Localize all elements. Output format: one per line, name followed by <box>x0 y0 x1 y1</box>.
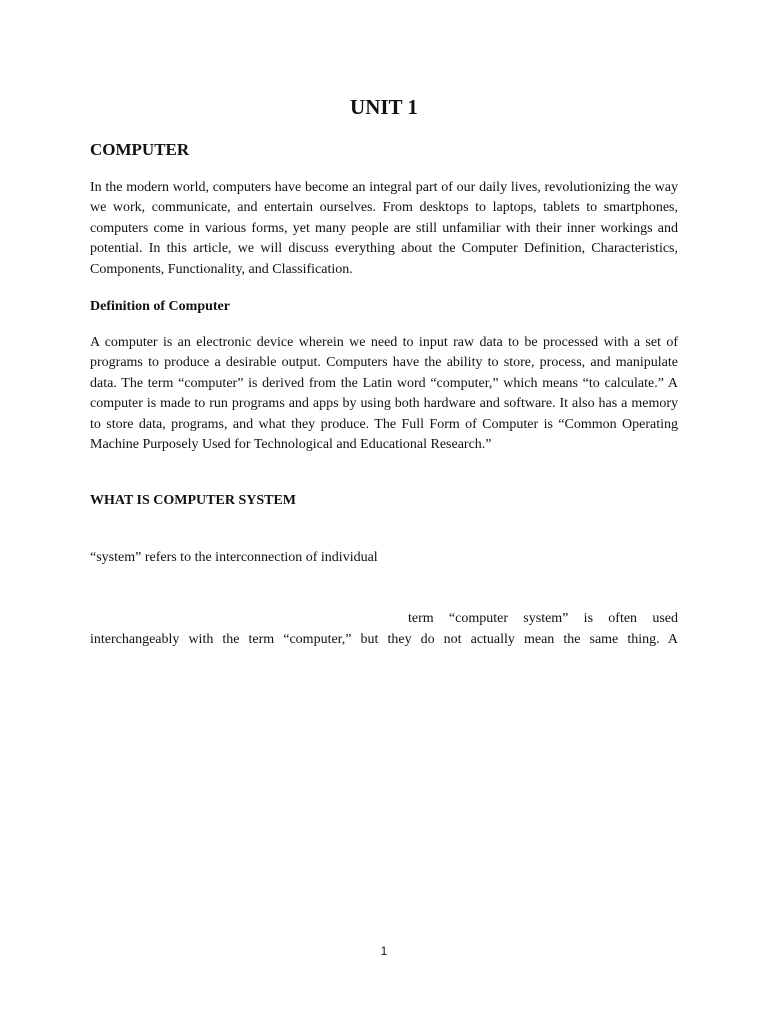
computer-system-term-fragment: term “computer system” is often used <box>408 611 678 626</box>
interchangeability-fragment: interchangeably with the term “computer,” but they do not actually mean the same thing. A <box>90 632 678 647</box>
definition-heading: Definition of Computer <box>90 299 230 314</box>
system-definition-fragment: “system” refers to the interconnection of individual <box>90 550 378 565</box>
unit-title: UNIT 1 <box>350 95 418 119</box>
section-heading-computer: COMPUTER <box>90 140 190 159</box>
page-number: 1 <box>380 944 388 958</box>
intro-paragraph: In the modern world, computers have become an integral part of our daily lives, revolutionizing the way we work, communicate, and entertain ourselves. From desktops to laptops, tablets to smartphones, computers come in various forms, yet many people are still unfamiliar with their inner workings and potential. In this article, we will discuss everything about the Computer Definition, Characteristics, Components, Functionality, and Classification. <box>90 180 678 277</box>
computer-system-heading: WHAT IS COMPUTER SYSTEM <box>90 493 297 508</box>
definition-paragraph: A computer is an electronic device wherein we need to input raw data to be processed with a set of programs to produce a desirable output. Computers have the ability to store, process, and manipulate data. The term “computer” is derived from the Latin word “computer,” which means “to calculate.” A computer is made to run programs and apps by using both hardware and software. It also has a memory to store data, programs, and what they produce. The Full Form of Computer is “Common Operating Machine Purposely Used for Technological and Educational Research.” <box>90 335 678 453</box>
